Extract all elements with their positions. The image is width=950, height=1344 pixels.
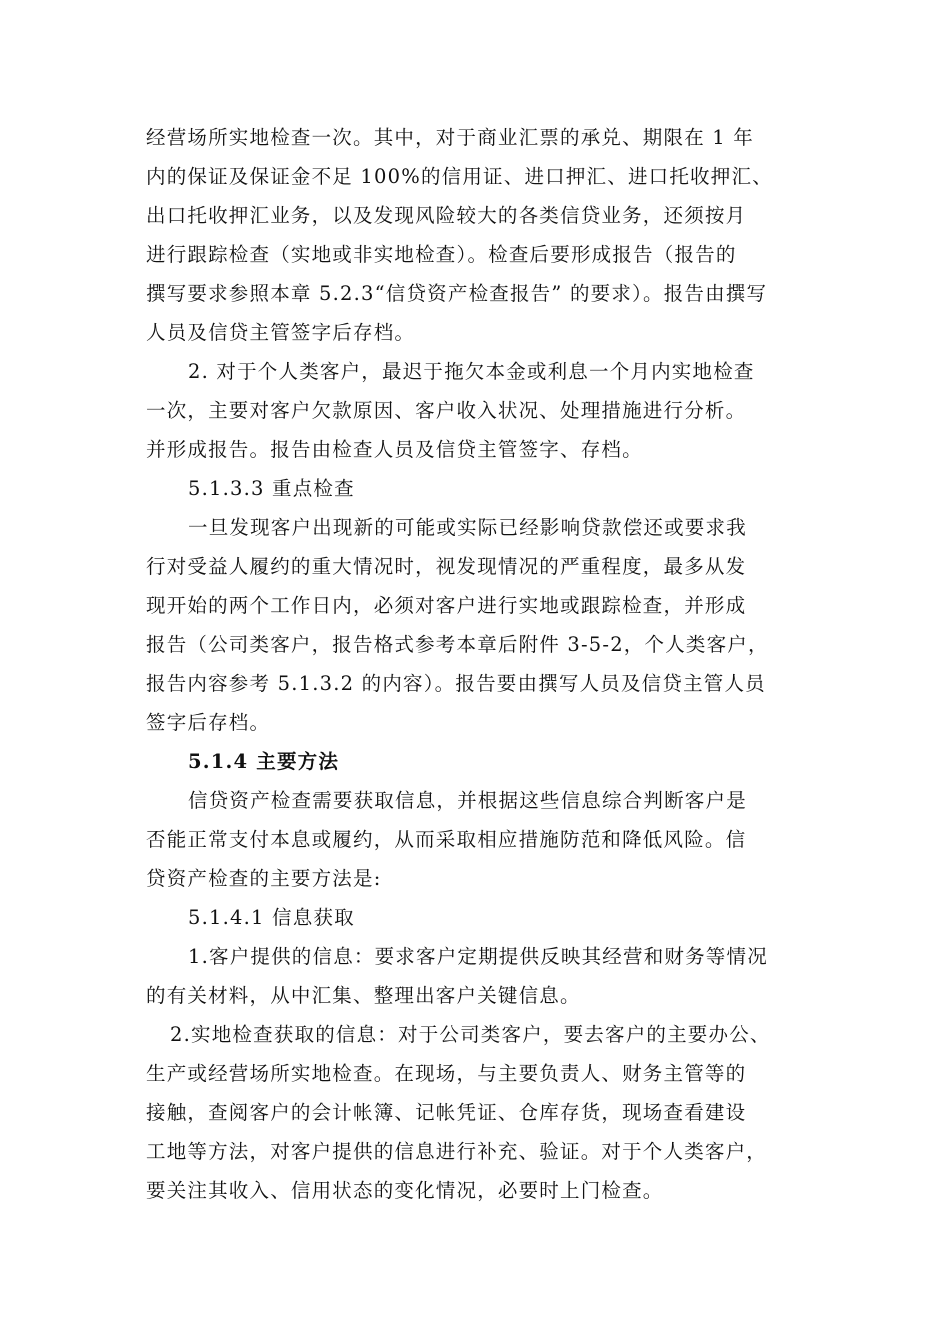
section-heading-5-1-3-3: 5.1.3.3 重点检查 — [188, 477, 355, 500]
paragraph-line: 现开始的两个工作日内，必须对客户进行实地或跟踪检查，并形成 — [146, 594, 747, 617]
paragraph-line: 1.客户提供的信息：要求客户定期提供反映其经营和财务等情况 — [188, 945, 768, 968]
paragraph-line: 人员及信贷主管签字后存档。 — [146, 321, 416, 344]
paragraph-line: 经营场所实地检查一次。其中，对于商业汇票的承兑、期限在 1 年 — [146, 126, 755, 149]
paragraph-line: 并形成报告。报告由检查人员及信贷主管签字、存档。 — [146, 438, 643, 461]
paragraph-line: 签字后存档。 — [146, 711, 271, 734]
paragraph-line: 进行跟踪检查（实地或非实地检查）。检查后要形成报告（报告的 — [146, 243, 737, 266]
paragraph-line: 一次，主要对客户欠款原因、客户收入状况、处理措施进行分析。 — [146, 399, 747, 422]
section-heading-5-1-4-1: 5.1.4.1 信息获取 — [188, 906, 355, 929]
paragraph-line: 2.实地检查获取的信息：对于公司类客户，要去客户的主要办公、 — [170, 1023, 771, 1046]
paragraph-line: 内的保证及保证金不足 100%的信用证、进口押汇、进口托收押汇、 — [146, 165, 773, 188]
paragraph-line: 信贷资产检查需要获取信息，并根据这些信息综合判断客户是 — [188, 789, 747, 812]
paragraph-line: 工地等方法，对客户提供的信息进行补充、验证。对于个人类客户， — [146, 1140, 768, 1163]
paragraph-line: 的有关材料，从中汇集、整理出客户关键信息。 — [146, 984, 581, 1007]
paragraph-line: 要关注其收入、信用状态的变化情况，必要时上门检查。 — [146, 1179, 664, 1202]
paragraph-line: 出口托收押汇业务，以及发现风险较大的各类信贷业务，还须按月 — [146, 204, 747, 227]
paragraph-line: 接触，查阅客户的会计帐簿、记帐凭证、仓库存货，现场查看建设 — [146, 1101, 747, 1124]
paragraph-line: 一旦发现客户出现新的可能或实际已经影响贷款偿还或要求我 — [188, 516, 747, 539]
paragraph-line: 生产或经营场所实地检查。在现场，与主要负责人、财务主管等的 — [146, 1062, 747, 1085]
paragraph-line: 贷资产检查的主要方法是: — [146, 867, 382, 890]
paragraph-line: 报告（公司类客户，报告格式参考本章后附件 3-5-2，个人类客户， — [146, 633, 769, 656]
paragraph-line: 否能正常支付本息或履约，从而采取相应措施防范和降低风险。信 — [146, 828, 747, 851]
paragraph-line: 报告内容参考 5.1.3.2 的内容）。报告要由撰写人员及信贷主管人员 — [146, 672, 766, 695]
paragraph-line: 撰写要求参照本章 5.2.3“信贷资产检查报告” 的要求）。报告由撰写 — [146, 282, 768, 305]
paragraph-line: 2. 对于个人类客户，最迟于拖欠本金或利息一个月内实地检查 — [188, 360, 755, 383]
section-heading-5-1-4: 5.1.4 主要方法 — [188, 750, 340, 773]
paragraph-line: 行对受益人履约的重大情况时，视发现情况的严重程度，最多从发 — [146, 555, 747, 578]
